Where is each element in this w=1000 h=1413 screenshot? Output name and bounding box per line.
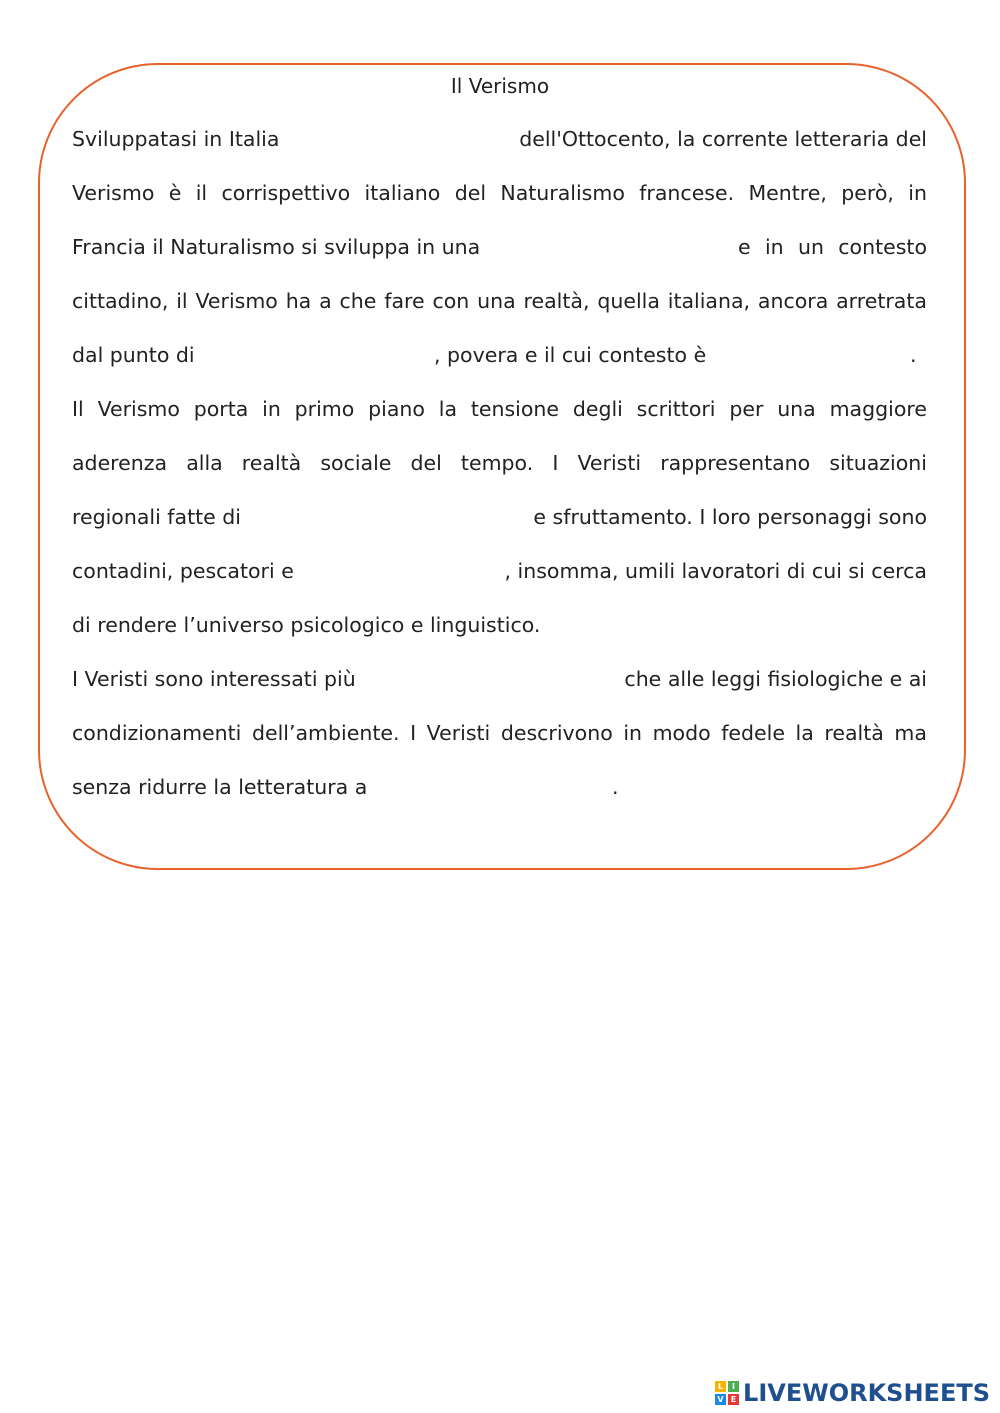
word: aderenza [72, 451, 168, 475]
word: e [738, 235, 751, 259]
word: scrittori [636, 397, 716, 421]
word: Veristi [426, 721, 491, 745]
word: Veristi [577, 451, 642, 475]
text-segment: Sviluppatasi in Italia [72, 127, 280, 151]
word: ma [894, 721, 927, 745]
text-line-13 [72, 772, 927, 802]
word: con [432, 289, 470, 313]
word: del [410, 451, 442, 475]
word: corrispettivo [221, 181, 351, 205]
word: cittadino, [72, 289, 169, 313]
word: contesto [838, 235, 927, 259]
text-line-11 [72, 664, 927, 694]
word: è [168, 181, 182, 205]
word: il [176, 289, 188, 313]
text-segment: I Veristi sono interessati più [72, 667, 356, 691]
word: piano [368, 397, 425, 421]
blank-field[interactable] [384, 772, 604, 798]
blank-field[interactable] [290, 124, 490, 150]
blank-field[interactable] [256, 502, 496, 528]
blank-field[interactable] [306, 556, 486, 582]
word: per [729, 397, 764, 421]
word: Mentre, [748, 181, 827, 205]
word: degli [572, 397, 623, 421]
blank-field[interactable] [204, 340, 424, 366]
logo-letter: E [728, 1394, 739, 1405]
text-segment: contadini, pescatori e [72, 559, 294, 583]
text-line-5 [72, 340, 927, 370]
word: francese. [639, 181, 735, 205]
word: fare [384, 289, 425, 313]
word: però, [841, 181, 894, 205]
word: a [319, 289, 332, 313]
word: I [552, 451, 559, 475]
word: ancora [757, 289, 829, 313]
text-segment: regionali fatte di [72, 505, 241, 529]
word: la [795, 721, 814, 745]
text-segment: dell'Ottocento, la corrente letteraria del [519, 127, 927, 151]
word: Verismo [195, 289, 278, 313]
logo-letter: L [715, 1381, 726, 1392]
text-segment: senza ridurre la letteratura a [72, 775, 368, 799]
text-line-3 [72, 232, 927, 262]
logo-letter: V [715, 1394, 726, 1405]
blank-field[interactable] [492, 232, 732, 258]
text-segment [738, 232, 927, 262]
word: Verismo [72, 181, 155, 205]
word: italiana, [667, 289, 751, 313]
word: realtà, [523, 289, 590, 313]
word: Naturalismo [500, 181, 625, 205]
word: maggiore [829, 397, 927, 421]
word: in [764, 235, 784, 259]
text-line-12 [72, 718, 927, 748]
word: realtà [241, 451, 302, 475]
liveworksheets-logo [715, 1376, 990, 1410]
word: tensione [470, 397, 560, 421]
word: tempo. [460, 451, 534, 475]
text-line-4 [72, 286, 927, 316]
word: un [797, 235, 824, 259]
text-line-9 [72, 556, 927, 586]
text-line-10 [72, 610, 927, 640]
text-line-1 [72, 124, 927, 154]
word: in [623, 721, 643, 745]
word: quella [597, 289, 660, 313]
word: una [477, 289, 516, 313]
word: italiano [364, 181, 441, 205]
word: che [339, 289, 377, 313]
word: primo [294, 397, 355, 421]
word: alla [186, 451, 223, 475]
word: in [262, 397, 281, 421]
word: condizionamenti [72, 721, 242, 745]
text-line-6 [72, 394, 927, 424]
text-segment: . [910, 343, 917, 367]
word: descrivono [500, 721, 613, 745]
word: arretrata [836, 289, 927, 313]
blank-field[interactable] [712, 340, 902, 366]
blank-field[interactable] [372, 664, 602, 690]
text-line-8 [72, 502, 927, 532]
logo-letter: I [728, 1381, 739, 1392]
word: rappresentano [660, 451, 811, 475]
word: fedele [721, 721, 785, 745]
text-segment: di rendere l’universo psicologico e linguistico. [72, 613, 541, 637]
text-segment: . [612, 775, 619, 799]
word: in [908, 181, 927, 205]
word: Verismo [97, 397, 180, 421]
word: la [438, 397, 458, 421]
text-segment: , insomma, umili lavoratori di cui si cerca [504, 559, 927, 583]
text-line-7 [72, 448, 927, 478]
word: Il [72, 397, 84, 421]
text-segment: che alle leggi fisiologiche e ai [624, 667, 927, 691]
logo-mark-icon [715, 1381, 739, 1405]
word: il [195, 181, 208, 205]
word: realtà [824, 721, 884, 745]
page-title: Il Verismo [450, 74, 550, 98]
word: modo [652, 721, 711, 745]
text-segment: dal punto di [72, 343, 195, 367]
text-segment: Francia il Naturalismo si sviluppa in una [72, 235, 481, 259]
word: situazioni [829, 451, 927, 475]
word: I [410, 721, 417, 745]
word: dell’ambiente. [251, 721, 400, 745]
text-segment: , povera e il cui contesto è [434, 343, 707, 367]
text-line-2 [72, 178, 927, 208]
word: del [454, 181, 487, 205]
logo-text: LIVEWORKSHEETS [743, 1379, 990, 1407]
text-segment: e sfruttamento. I loro personaggi sono [533, 505, 927, 529]
word: sociale [320, 451, 392, 475]
word: ha [285, 289, 312, 313]
word: porta [193, 397, 249, 421]
word: una [777, 397, 816, 421]
